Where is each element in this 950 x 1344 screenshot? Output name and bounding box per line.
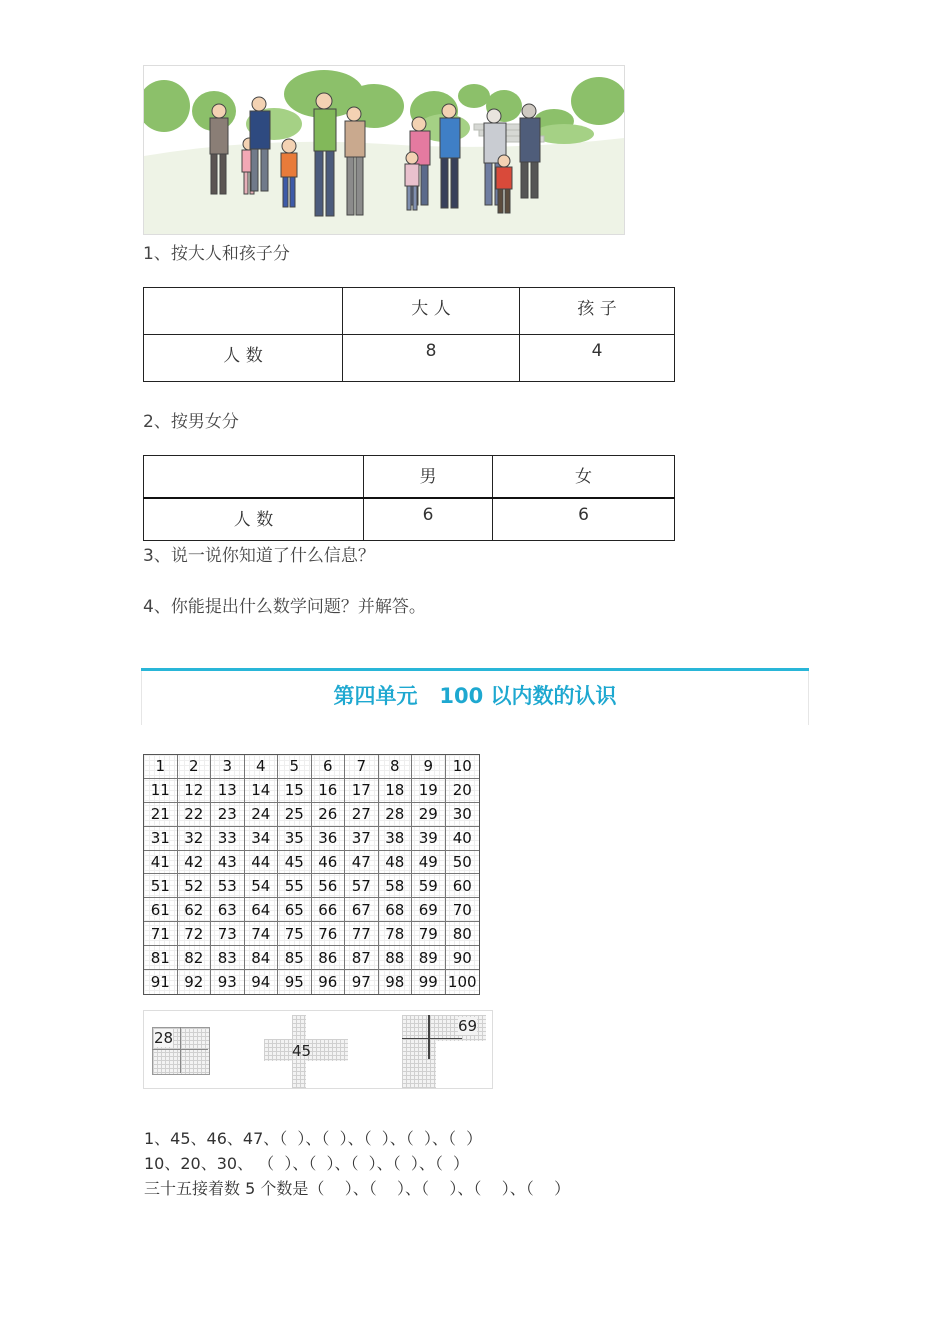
hundred-chart-cell: 50	[446, 851, 480, 875]
hundred-chart-cell: 9	[412, 755, 446, 779]
hundred-chart-cell: 44	[245, 851, 279, 875]
hundred-chart-cell: 73	[211, 922, 245, 946]
puzzle-label-69: 69	[458, 1017, 478, 1035]
hundred-chart-cell: 51	[144, 874, 178, 898]
hundred-chart-cell: 34	[245, 827, 279, 851]
hundred-chart-cell: 33	[211, 827, 245, 851]
hundred-chart-cell: 7	[345, 755, 379, 779]
unit-header-bar	[141, 668, 809, 671]
hundred-chart-cell: 95	[278, 970, 312, 994]
hundred-chart-cell: 13	[211, 779, 245, 803]
hundred-chart-cell: 5	[278, 755, 312, 779]
puzzle-divider	[180, 1027, 181, 1073]
hundred-chart-cell: 37	[345, 827, 379, 851]
hundred-chart-cell: 32	[178, 827, 212, 851]
hundred-chart-cell: 52	[178, 874, 212, 898]
hundred-chart-cell: 30	[446, 803, 480, 827]
hundred-chart-cell: 2	[178, 755, 212, 779]
hundred-chart-cell: 83	[211, 946, 245, 970]
hundred-chart-cell: 53	[211, 874, 245, 898]
hundred-chart	[143, 754, 480, 995]
hundred-chart-cell: 100	[446, 970, 480, 994]
hundred-chart-cell: 23	[211, 803, 245, 827]
hundred-chart-cell: 10	[446, 755, 480, 779]
hundred-chart-cell: 88	[379, 946, 413, 970]
hundred-chart-cell: 89	[412, 946, 446, 970]
hundred-chart-cell: 70	[446, 898, 480, 922]
hundred-chart-cell: 56	[312, 874, 346, 898]
table1-header-adults: 大 人	[343, 288, 520, 335]
hundred-chart-cell: 41	[144, 851, 178, 875]
hundred-chart-cell: 67	[345, 898, 379, 922]
adults-children-table	[143, 287, 675, 382]
exercise-line-2: 10、20、30、 （ ）、（ ）、（ ）、（ ）、（ ）	[144, 1154, 470, 1173]
hundred-chart-cell: 8	[379, 755, 413, 779]
unit-title: 第四单元 100 以内数的认识	[333, 684, 617, 708]
hundred-chart-cell: 38	[379, 827, 413, 851]
puzzle-label-28: 28	[154, 1029, 174, 1047]
puzzle-label-45: 45	[292, 1042, 312, 1060]
hundred-chart-cell: 91	[144, 970, 178, 994]
hundred-chart-cell: 19	[412, 779, 446, 803]
hundred-chart-cell: 36	[312, 827, 346, 851]
hundred-chart-cell: 42	[178, 851, 212, 875]
hundred-chart-cell: 82	[178, 946, 212, 970]
hundred-chart-cell: 78	[379, 922, 413, 946]
table2-row-label: 人 数	[144, 498, 364, 541]
hundred-chart-cell: 29	[412, 803, 446, 827]
hundred-chart-cell: 60	[446, 874, 480, 898]
table1-value-adults: 8	[343, 335, 520, 382]
exercise-line-1: 1、45、46、47、（ ）、（ ）、（ ）、（ ）、（ ）	[144, 1129, 483, 1148]
hundred-chart-cell: 90	[446, 946, 480, 970]
puzzle-divider	[152, 1049, 208, 1050]
hundred-chart-cell: 74	[245, 922, 279, 946]
hundred-chart-cell: 31	[144, 827, 178, 851]
hundred-chart-cell: 69	[412, 898, 446, 922]
hundred-chart-cell: 39	[412, 827, 446, 851]
hundred-chart-cell: 99	[412, 970, 446, 994]
hundred-chart-cell: 87	[345, 946, 379, 970]
hundred-chart-cell: 21	[144, 803, 178, 827]
hundred-chart-cell: 46	[312, 851, 346, 875]
hundred-chart-cell: 12	[178, 779, 212, 803]
hundred-chart-cell: 66	[312, 898, 346, 922]
hundred-chart-cell: 40	[446, 827, 480, 851]
puzzle-divider	[428, 1015, 430, 1059]
question-3: 3、说一说你知道了什么信息？	[143, 546, 375, 566]
hundred-chart-cell: 68	[379, 898, 413, 922]
boys-girls-table	[143, 455, 675, 541]
exercise-line-3: 三十五接着数 5 个数是（ ）、（ ）、（ ）、（ ）、（ ）	[144, 1179, 571, 1198]
hundred-chart-cell: 16	[312, 779, 346, 803]
hundred-chart-cell: 93	[211, 970, 245, 994]
question-1: 1、按大人和孩子分	[143, 244, 290, 264]
puzzle-divider	[402, 1038, 462, 1039]
question-4: 4、你能提出什么数学问题？并解答。	[143, 597, 426, 617]
table1-row-label: 人 数	[144, 335, 343, 382]
hundred-chart-cell: 18	[379, 779, 413, 803]
hundred-chart-cell: 84	[245, 946, 279, 970]
hundred-chart-cell: 77	[345, 922, 379, 946]
hundred-chart-cell: 61	[144, 898, 178, 922]
hundred-chart-cell: 94	[245, 970, 279, 994]
hundred-chart-cell: 3	[211, 755, 245, 779]
table2-header-empty	[144, 456, 364, 498]
park-scene-svg	[144, 66, 624, 234]
hundred-chart-puzzles	[143, 1010, 493, 1089]
hundred-chart-cell: 76	[312, 922, 346, 946]
hundred-chart-cell: 96	[312, 970, 346, 994]
table2-value-female: 6	[493, 498, 675, 541]
hundred-chart-cell: 85	[278, 946, 312, 970]
hundred-chart-cell: 62	[178, 898, 212, 922]
hundred-chart-cell: 79	[412, 922, 446, 946]
hundred-chart-cell: 11	[144, 779, 178, 803]
table1-header-children: 孩 子	[520, 288, 675, 335]
hundred-chart-cell: 20	[446, 779, 480, 803]
hundred-chart-cell: 57	[345, 874, 379, 898]
hundred-chart-cell: 58	[379, 874, 413, 898]
hundred-chart-cell: 49	[412, 851, 446, 875]
hundred-chart-cell: 45	[278, 851, 312, 875]
hundred-chart-cell: 59	[412, 874, 446, 898]
hundred-chart-cell: 86	[312, 946, 346, 970]
hundred-chart-cell: 47	[345, 851, 379, 875]
hundred-chart-cell: 65	[278, 898, 312, 922]
table2-header-male: 男	[364, 456, 493, 498]
hundred-chart-cell: 98	[379, 970, 413, 994]
hundred-chart-cell: 26	[312, 803, 346, 827]
table1-header-empty	[144, 288, 343, 335]
hundred-chart-cell: 35	[278, 827, 312, 851]
hundred-chart-cell: 24	[245, 803, 279, 827]
table2-value-male: 6	[364, 498, 493, 541]
table1-value-children: 4	[520, 335, 675, 382]
hundred-chart-cell: 92	[178, 970, 212, 994]
hundred-chart-cell: 48	[379, 851, 413, 875]
hundred-chart-cell: 63	[211, 898, 245, 922]
hundred-chart-cell: 14	[245, 779, 279, 803]
hundred-chart-cell: 43	[211, 851, 245, 875]
hundred-chart-cell: 64	[245, 898, 279, 922]
hundred-chart-cell: 71	[144, 922, 178, 946]
hundred-chart-cell: 72	[178, 922, 212, 946]
hundred-chart-cell: 28	[379, 803, 413, 827]
question-2: 2、按男女分	[143, 412, 239, 432]
hundred-chart-cell: 25	[278, 803, 312, 827]
table2-header-female: 女	[493, 456, 675, 498]
hundred-chart-cell: 1	[144, 755, 178, 779]
hundred-chart-cell: 17	[345, 779, 379, 803]
hundred-chart-cell: 15	[278, 779, 312, 803]
hundred-chart-cell: 55	[278, 874, 312, 898]
hundred-chart-cell: 75	[278, 922, 312, 946]
hundred-chart-cell: 27	[345, 803, 379, 827]
hundred-chart-cell: 97	[345, 970, 379, 994]
hundred-chart-cell: 22	[178, 803, 212, 827]
hundred-chart-cell: 6	[312, 755, 346, 779]
hundred-chart-cell: 80	[446, 922, 480, 946]
hundred-chart-cell: 54	[245, 874, 279, 898]
hundred-chart-cell: 4	[245, 755, 279, 779]
hundred-chart-cell: 81	[144, 946, 178, 970]
family-walking-illustration	[143, 65, 625, 235]
